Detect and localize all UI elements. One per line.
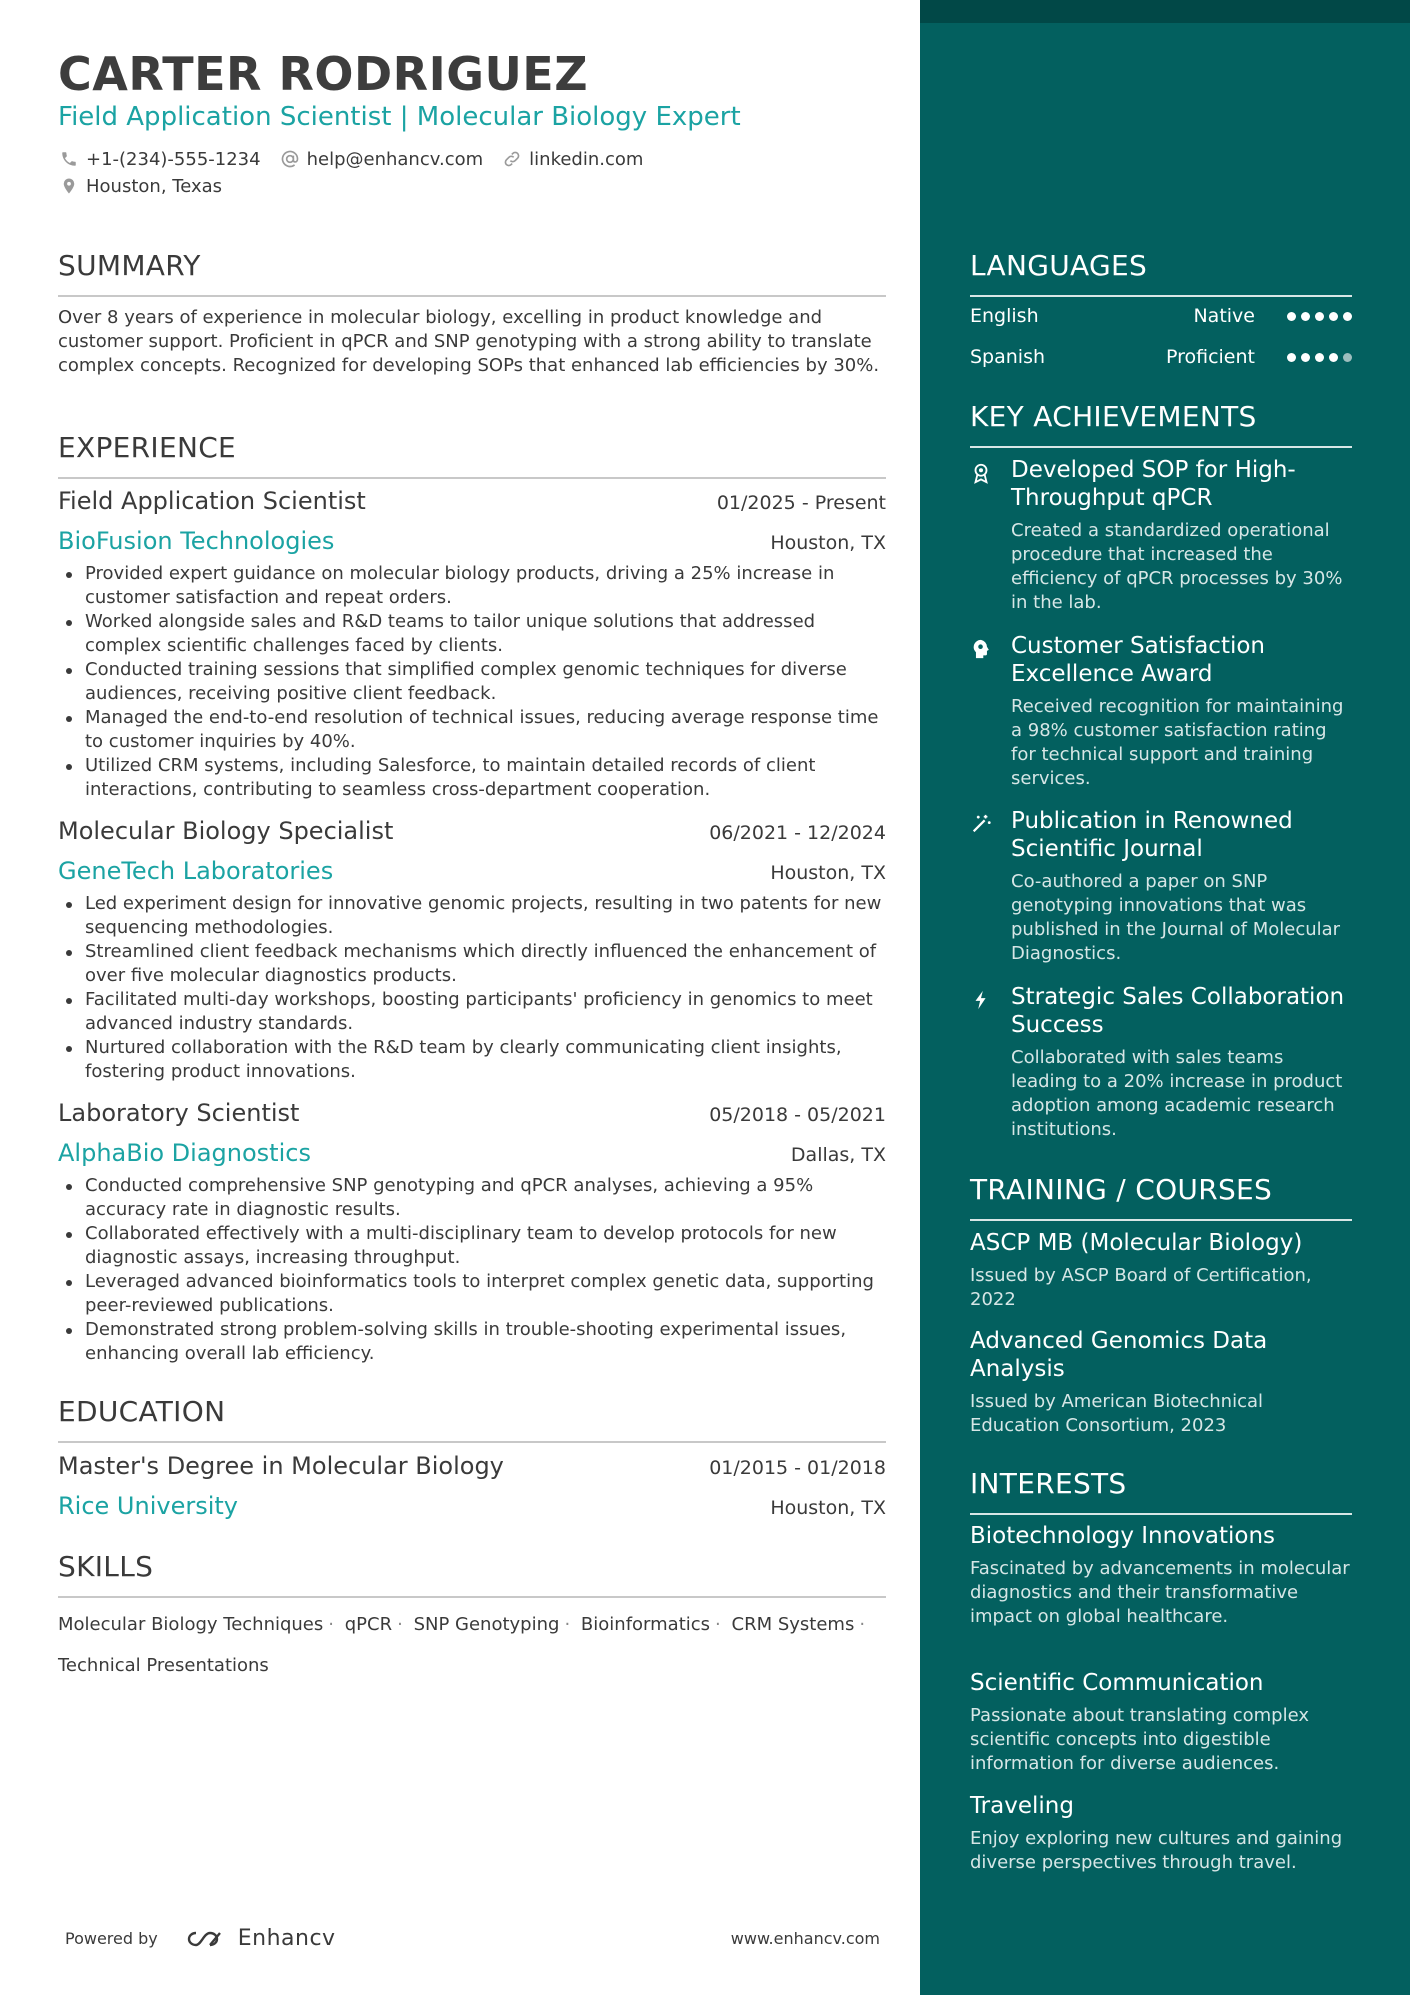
link-icon	[501, 148, 523, 170]
sidebar	[920, 0, 1410, 1995]
skills-heading: SKILLS	[58, 1550, 154, 1583]
achievement-item	[970, 456, 1352, 615]
job-location: Houston, TX	[770, 532, 886, 554]
language-rating	[1287, 312, 1352, 321]
training-item	[970, 1327, 1352, 1438]
footer	[65, 1926, 880, 1951]
location-pin-icon	[58, 175, 80, 197]
candidate-name: CARTER RODRIGUEZ	[58, 47, 589, 101]
interest-title: Biotechnology Innovations	[970, 1523, 1276, 1549]
phone-icon	[58, 148, 80, 170]
rating-dot-filled	[1343, 312, 1352, 321]
rating-dot-filled	[1287, 353, 1296, 362]
language-rating	[1287, 353, 1352, 362]
education-divider	[58, 1441, 886, 1443]
language-name: Spanish	[970, 346, 1046, 368]
job-entry	[58, 486, 886, 802]
education-date: 01/2015 - 01/2018	[709, 1457, 886, 1479]
skill-item: Molecular Biology Techniques	[58, 1614, 324, 1635]
lightning-bolt-icon	[970, 989, 992, 1011]
interest-title: Scientific Communication	[970, 1670, 1264, 1696]
company-name: BioFusion Technologies	[58, 527, 335, 555]
language-level: Proficient	[1165, 346, 1255, 368]
bullet-item: Leveraged advanced bioinformatics tools to interpret complex genetic data, supporting peer-reviewed publications.	[58, 1270, 886, 1318]
head-lightbulb-icon	[970, 638, 992, 660]
job-date: 01/2025 - Present	[716, 492, 886, 514]
skill-item: SNP Genotyping	[413, 1614, 560, 1635]
rating-dot-filled	[1301, 353, 1310, 362]
rating-dot-filled	[1329, 312, 1338, 321]
training-title: ASCP MB (Molecular Biology)	[970, 1230, 1303, 1256]
rating-dot-filled	[1287, 312, 1296, 321]
summary-divider	[58, 295, 886, 297]
interest-desc: Enjoy exploring new cultures and gaining diverse perspectives through travel.	[970, 1828, 1343, 1873]
interests-divider	[970, 1513, 1352, 1515]
training-desc: Issued by American Biotechnical Education Consortium, 2023	[970, 1391, 1264, 1436]
achievements-heading: KEY ACHIEVEMENTS	[970, 400, 1257, 433]
interest-title: Traveling	[970, 1793, 1074, 1819]
sidebar-top-band	[920, 0, 1410, 23]
achievement-item	[970, 983, 1352, 1142]
skills-divider	[58, 1596, 886, 1598]
achievement-item	[970, 807, 1352, 966]
achievement-title: Developed SOP for High-Throughput qPCR	[1011, 457, 1296, 511]
rating-dot-filled	[1315, 353, 1324, 362]
achievement-desc: Collaborated with sales teams leading to a 20% increase in product adoption among academic research institutions.	[1011, 1047, 1343, 1140]
magic-wand-icon	[970, 813, 992, 835]
language-level: Native	[1193, 305, 1255, 327]
award-ribbon-icon	[970, 462, 992, 484]
at-sign-icon	[279, 148, 301, 170]
brand-logo[interactable]	[184, 1926, 336, 1951]
enhancv-logo-icon	[184, 1927, 230, 1951]
interest-item	[970, 1522, 1352, 1629]
school-name: Rice University	[58, 1492, 238, 1520]
job-entry	[58, 816, 886, 1084]
skill-item: Technical Presentations	[58, 1655, 269, 1676]
language-name: English	[970, 305, 1039, 327]
bullet-item: Led experiment design for innovative genomic projects, resulting in two patents for new sequencing methodologies.	[58, 892, 886, 940]
candidate-headline: Field Application Scientist | Molecular Biology Expert	[58, 102, 741, 132]
job-date: 06/2021 - 12/2024	[709, 822, 886, 844]
skill-item: CRM Systems	[731, 1614, 855, 1635]
rating-dot-filled	[1315, 312, 1324, 321]
achievement-desc: Created a standardized operational procedure that increased the efficiency of qPCR processes by 30% in the lab.	[1011, 520, 1343, 613]
company-name: AlphaBio Diagnostics	[58, 1139, 311, 1167]
brand-name: Enhancv	[237, 1926, 336, 1951]
contact-row	[58, 148, 661, 170]
language-row	[970, 346, 1352, 368]
interest-item	[970, 1792, 1352, 1875]
interest-desc: Fascinated by advancements in molecular diagnostics and their transformative impact on global healthcare.	[970, 1558, 1350, 1627]
phone-text: +1-(234)-555-1234	[86, 148, 261, 170]
contact-email[interactable]	[279, 148, 484, 170]
contact-phone[interactable]	[58, 148, 261, 170]
achievements-divider	[970, 446, 1352, 448]
education-entry	[58, 1451, 886, 1521]
interest-desc: Passionate about translating complex scientific concepts into digestible information for diverse audiences.	[970, 1705, 1309, 1774]
job-bullets	[58, 892, 886, 1084]
skill-item: Bioinformatics	[580, 1614, 711, 1635]
bullet-item: Streamlined client feedback mechanisms which directly influenced the enhancement of over five molecular diagnostics products.	[58, 940, 886, 988]
location-text: Houston, Texas	[86, 175, 223, 197]
bullet-item: Nurtured collaboration with the R&D team by clearly communicating client insights, fostering product innovations.	[58, 1036, 886, 1084]
education-heading: EDUCATION	[58, 1395, 226, 1428]
achievement-desc: Received recognition for maintaining a 98% customer satisfaction rating for technical support and training services.	[1011, 696, 1344, 789]
bullet-item: Conducted training sessions that simplified complex genomic techniques for diverse audiences, receiving positive client feedback.	[58, 658, 886, 706]
achievement-title: Strategic Sales Collaboration Success	[1011, 984, 1345, 1038]
training-divider	[970, 1219, 1352, 1221]
bullet-item: Demonstrated strong problem-solving skills in trouble-shooting experimental issues, enhancing overall lab efficiency.	[58, 1318, 886, 1366]
job-location: Houston, TX	[770, 862, 886, 884]
powered-by	[65, 1926, 336, 1951]
linkedin-text: linkedin.com	[529, 148, 644, 170]
job-bullets	[58, 562, 886, 802]
summary-heading: SUMMARY	[58, 249, 201, 282]
bullet-item: Facilitated multi-day workshops, boosting participants' proficiency in genomics to meet advanced industry standards.	[58, 988, 886, 1036]
rating-dot-filled	[1329, 353, 1338, 362]
achievement-title: Customer Satisfaction Excellence Award	[1011, 633, 1266, 687]
job-title: Laboratory Scientist	[58, 1099, 300, 1127]
language-row	[970, 305, 1352, 327]
degree-title: Master's Degree in Molecular Biology	[58, 1452, 504, 1480]
contact-location	[58, 175, 222, 197]
job-bullets	[58, 1174, 886, 1366]
job-title: Field Application Scientist	[58, 487, 366, 515]
languages-divider	[970, 295, 1352, 297]
email-text: help@enhancv.com	[306, 148, 484, 170]
job-entry	[58, 1098, 886, 1366]
bullet-item: Provided expert guidance on molecular biology products, driving a 25% increase in customer satisfaction and repeat orders.	[58, 562, 886, 610]
experience-divider	[58, 477, 886, 479]
education-location: Houston, TX	[770, 1497, 886, 1519]
achievement-desc: Co-authored a paper on SNP genotyping innovations that was published in the Journal of Molecular Diagnostics.	[1011, 871, 1341, 964]
job-date: 05/2018 - 05/2021	[709, 1104, 886, 1126]
company-name: GeneTech Laboratories	[58, 857, 334, 885]
job-location: Dallas, TX	[790, 1144, 886, 1166]
rating-dot-filled	[1301, 312, 1310, 321]
training-desc: Issued by ASCP Board of Certification, 2022	[970, 1265, 1312, 1310]
skills-list: Molecular Biology Techniques · qPCR · SNP Genotyping · Bioinformatics · CRM Systems · Technical Presentations	[58, 1614, 866, 1676]
contact-linkedin[interactable]	[501, 148, 643, 170]
training-heading: TRAINING / COURSES	[970, 1173, 1273, 1206]
bullet-item: Managed the end-to-end resolution of technical issues, reducing average response time to customer inquiries by 40%.	[58, 706, 886, 754]
footer-url[interactable]: www.enhancv.com	[730, 1929, 880, 1948]
bullet-item: Collaborated effectively with a multi-disciplinary team to develop protocols for new diagnostic assays, increasing throughput.	[58, 1222, 886, 1270]
skill-item: qPCR	[344, 1614, 393, 1635]
achievement-title: Publication in Renowned Scientific Journal	[1011, 808, 1293, 862]
powered-by-label: Powered by	[65, 1929, 158, 1948]
training-title: Advanced Genomics Data Analysis	[970, 1328, 1268, 1382]
bullet-item: Worked alongside sales and R&D teams to tailor unique solutions that addressed complex scientific challenges faced by clients.	[58, 610, 886, 658]
languages-heading: LANGUAGES	[970, 249, 1148, 282]
job-title: Molecular Biology Specialist	[58, 817, 394, 845]
summary-text: Over 8 years of experience in molecular biology, excelling in product knowledge and customer support. Proficient in qPCR and SNP genotyping with a strong ability to translate complex concepts. Recognized for developing SOPs that enhanced lab efficiencies by 30%.	[58, 307, 880, 376]
bullet-item: Utilized CRM systems, including Salesforce, to maintain detailed records of client interactions, contributing to seamless cross-department cooperation.	[58, 754, 886, 802]
training-item	[970, 1229, 1352, 1312]
interest-item	[970, 1669, 1352, 1776]
experience-heading: EXPERIENCE	[58, 431, 237, 464]
interests-heading: INTERESTS	[970, 1467, 1127, 1500]
achievement-item	[970, 632, 1352, 791]
rating-dot-empty	[1343, 353, 1352, 362]
bullet-item: Conducted comprehensive SNP genotyping and qPCR analyses, achieving a 95% accuracy rate in diagnostic results.	[58, 1174, 886, 1222]
